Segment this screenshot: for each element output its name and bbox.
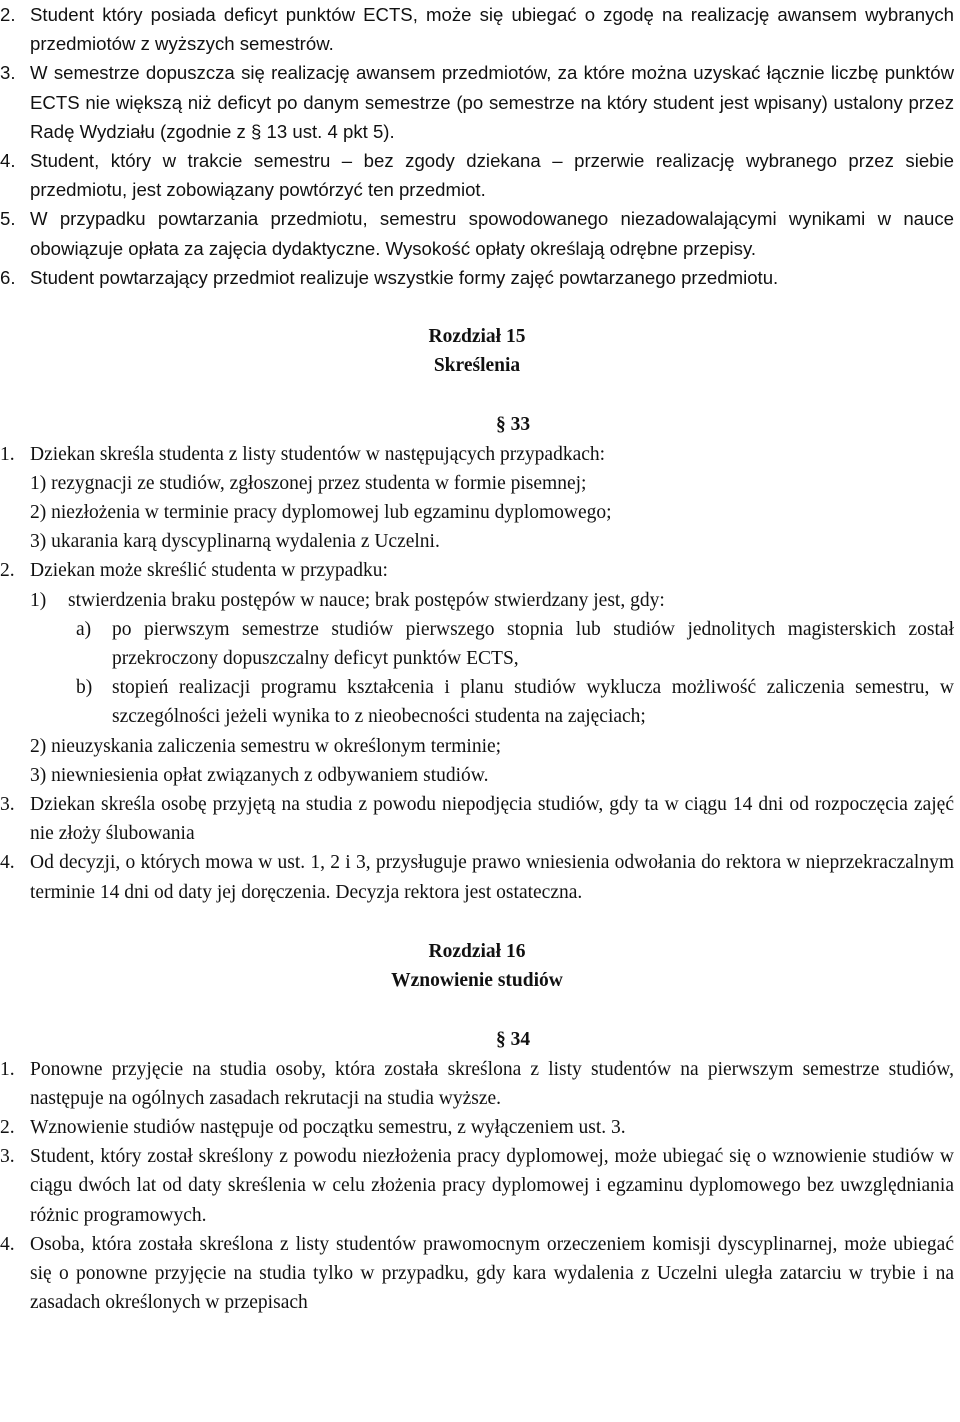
letter-item-text: stopień realizacji programu kształcenia i planu studiów wyklucza możliwość zaliczenia semestru, w szczególności jeżeli wynika to z nieobecności studenta na zajęciach; [112,677,954,728]
item-text: Od decyzji, o których mowa w ust. 1, 2 i 3, przysługuje prawo wniesienia odwołania do rektora w nieprzekraczalnym terminie 14 dni od daty jej doręczenia. Decyzja rektora jest ostateczna. [30,852,954,903]
letter-item-marker: b) [76,677,93,699]
item-text: Dziekan skreśla osobę przyjętą na studia z powodu niepodjęcia studiów, gdy ta w ciągu 14 dni od rozpoczęcia zajęć nie złoży ślubowania [30,794,954,845]
item-text: W przypadku powtarzania przedmiotu, semestru spowodowanego niezadowalającymi wynikami w nauce obowiązuje opłata za zajęcia dydaktyczne. Wysokość opłaty określają odrębne przepisy. [30,208,954,259]
item-text: Student, który w trakcie semestru – bez zgody dziekana – przerwie realizację wybranego przez siebie przedmiotu, jest zobowiązany powtórzyć ten przedmiot. [30,150,954,201]
item-text: W semestrze dopuszcza się realizację awansem przedmiotów, za które można uzyskać łącznie liczbę punktów ECTS nie większą niż deficyt po danym semestrze (po semestrze na który student jest wpisany) ustalony przez Radę Wydziału (zgodnie z § 13 ust. 4 pkt 5). [30,62,954,142]
list-item [0,848,954,906]
list-item [0,263,954,292]
item-number: 1. [0,1058,15,1080]
item-number: 4. [0,150,16,172]
list-item [0,1113,954,1142]
letter-item [0,673,954,731]
paragraph-number: § 34 [495,1029,531,1051]
item-text: Dziekan może skreślić studenta w przypadku: [30,560,388,582]
item-number: 5. [0,208,16,230]
letter-item-text: po pierwszym semestrze studiów pierwszego stopnia lub studiów jednolitych magisterskich został przekroczony dopuszczalny deficyt punktów ECTS, [112,618,954,670]
item-number: 4. [0,852,15,874]
item-number: 2. [0,1116,15,1138]
chapter-title: Rozdział 16 [428,940,526,962]
sub-item [0,586,954,615]
sub-item: 2) niezłożenia w terminie pracy dyplomowej lub egzaminu dyplomowego; [30,502,612,524]
item-number: 3. [0,62,16,84]
item-text: Student powtarzający przedmiot realizuje wszystkie formy zajęć powtarzanego przedmiotu. [30,266,779,288]
sub-item: 1) rezygnacji ze studiów, zgłoszonej przez studenta w formie pisemnej; [30,472,587,494]
item-text: Osoba, która została skreślona z listy studentów prawomocnym orzeczeniem komisji dyscyplinarnej, może ubiegać się o ponowne przyjęcie na studia tylko w przypadku, gdy kara wydalenia z Uczelni uległa zatarciu w trybie i na zasadach określonych w przepisach [30,1233,954,1314]
list-item [0,1055,954,1113]
list-item [0,556,954,585]
list-item [0,1230,954,1318]
list-item [0,1142,954,1230]
item-number: 3. [0,794,15,816]
item-text: Student który posiada deficyt punktów ECTS, może się ubiegać o zgodę na realizację awansem wybranych przedmiotów z wyższych semestrów. [30,4,954,55]
item-number: 3. [0,1146,15,1168]
item-number: 4. [0,1233,15,1255]
item-number: 1. [0,443,15,465]
item-text: Wznowienie studiów następuje od początku semestru, z wyłączeniem ust. 3. [30,1116,626,1138]
top-section [0,0,954,292]
list-item [0,0,954,58]
sub-item-number: 1) [30,589,47,611]
list-item [0,58,954,146]
letter-item-marker: a) [76,618,92,640]
item-text: Dziekan skreśla studenta z listy studentów w następujących przypadkach: [30,443,606,465]
item-number: 2. [0,560,15,582]
sub-item: 3) ukarania karą dyscyplinarną wydalenia z Uczelni. [30,531,440,553]
paragraph-number: § 33 [495,414,531,436]
chapter-title: Rozdział 15 [428,326,526,348]
sub-item-text: stwierdzenia braku postępów w nauce; brak postępów stwierdzany jest, gdy: [68,589,665,611]
chapter-subtitle: Wznowienie studiów [391,970,563,992]
sub-item: 2) nieuzyskania zaliczenia semestru w określonym terminie; [30,735,502,757]
list-item [0,204,954,262]
letter-item [0,615,954,673]
sub-item: 3) niewniesienia opłat związanych z odbywaniem studiów. [30,764,489,786]
item-number: 2. [0,4,16,25]
item-text: Ponowne przyjęcie na studia osoby, która została skreślona z listy studentów na pierwszym semestrze studiów, następuje na ogólnych zasadach rekrutacji na studia wyższe. [30,1058,954,1109]
chapter-subtitle: Skreślenia [433,355,521,377]
list-item [0,790,954,848]
list-item [0,146,954,204]
list-item [0,440,954,469]
item-number: 6. [0,266,16,288]
item-text: Student, który został skreślony z powodu niezłożenia pracy dyplomowej, może ubiegać się o wznowienie studiów w ciągu dwóch lat od daty skreślenia w celu złożenia pracy dyplomowej i egzaminu dyplomowego bez uwzględniania różnic programowych. [30,1146,954,1226]
